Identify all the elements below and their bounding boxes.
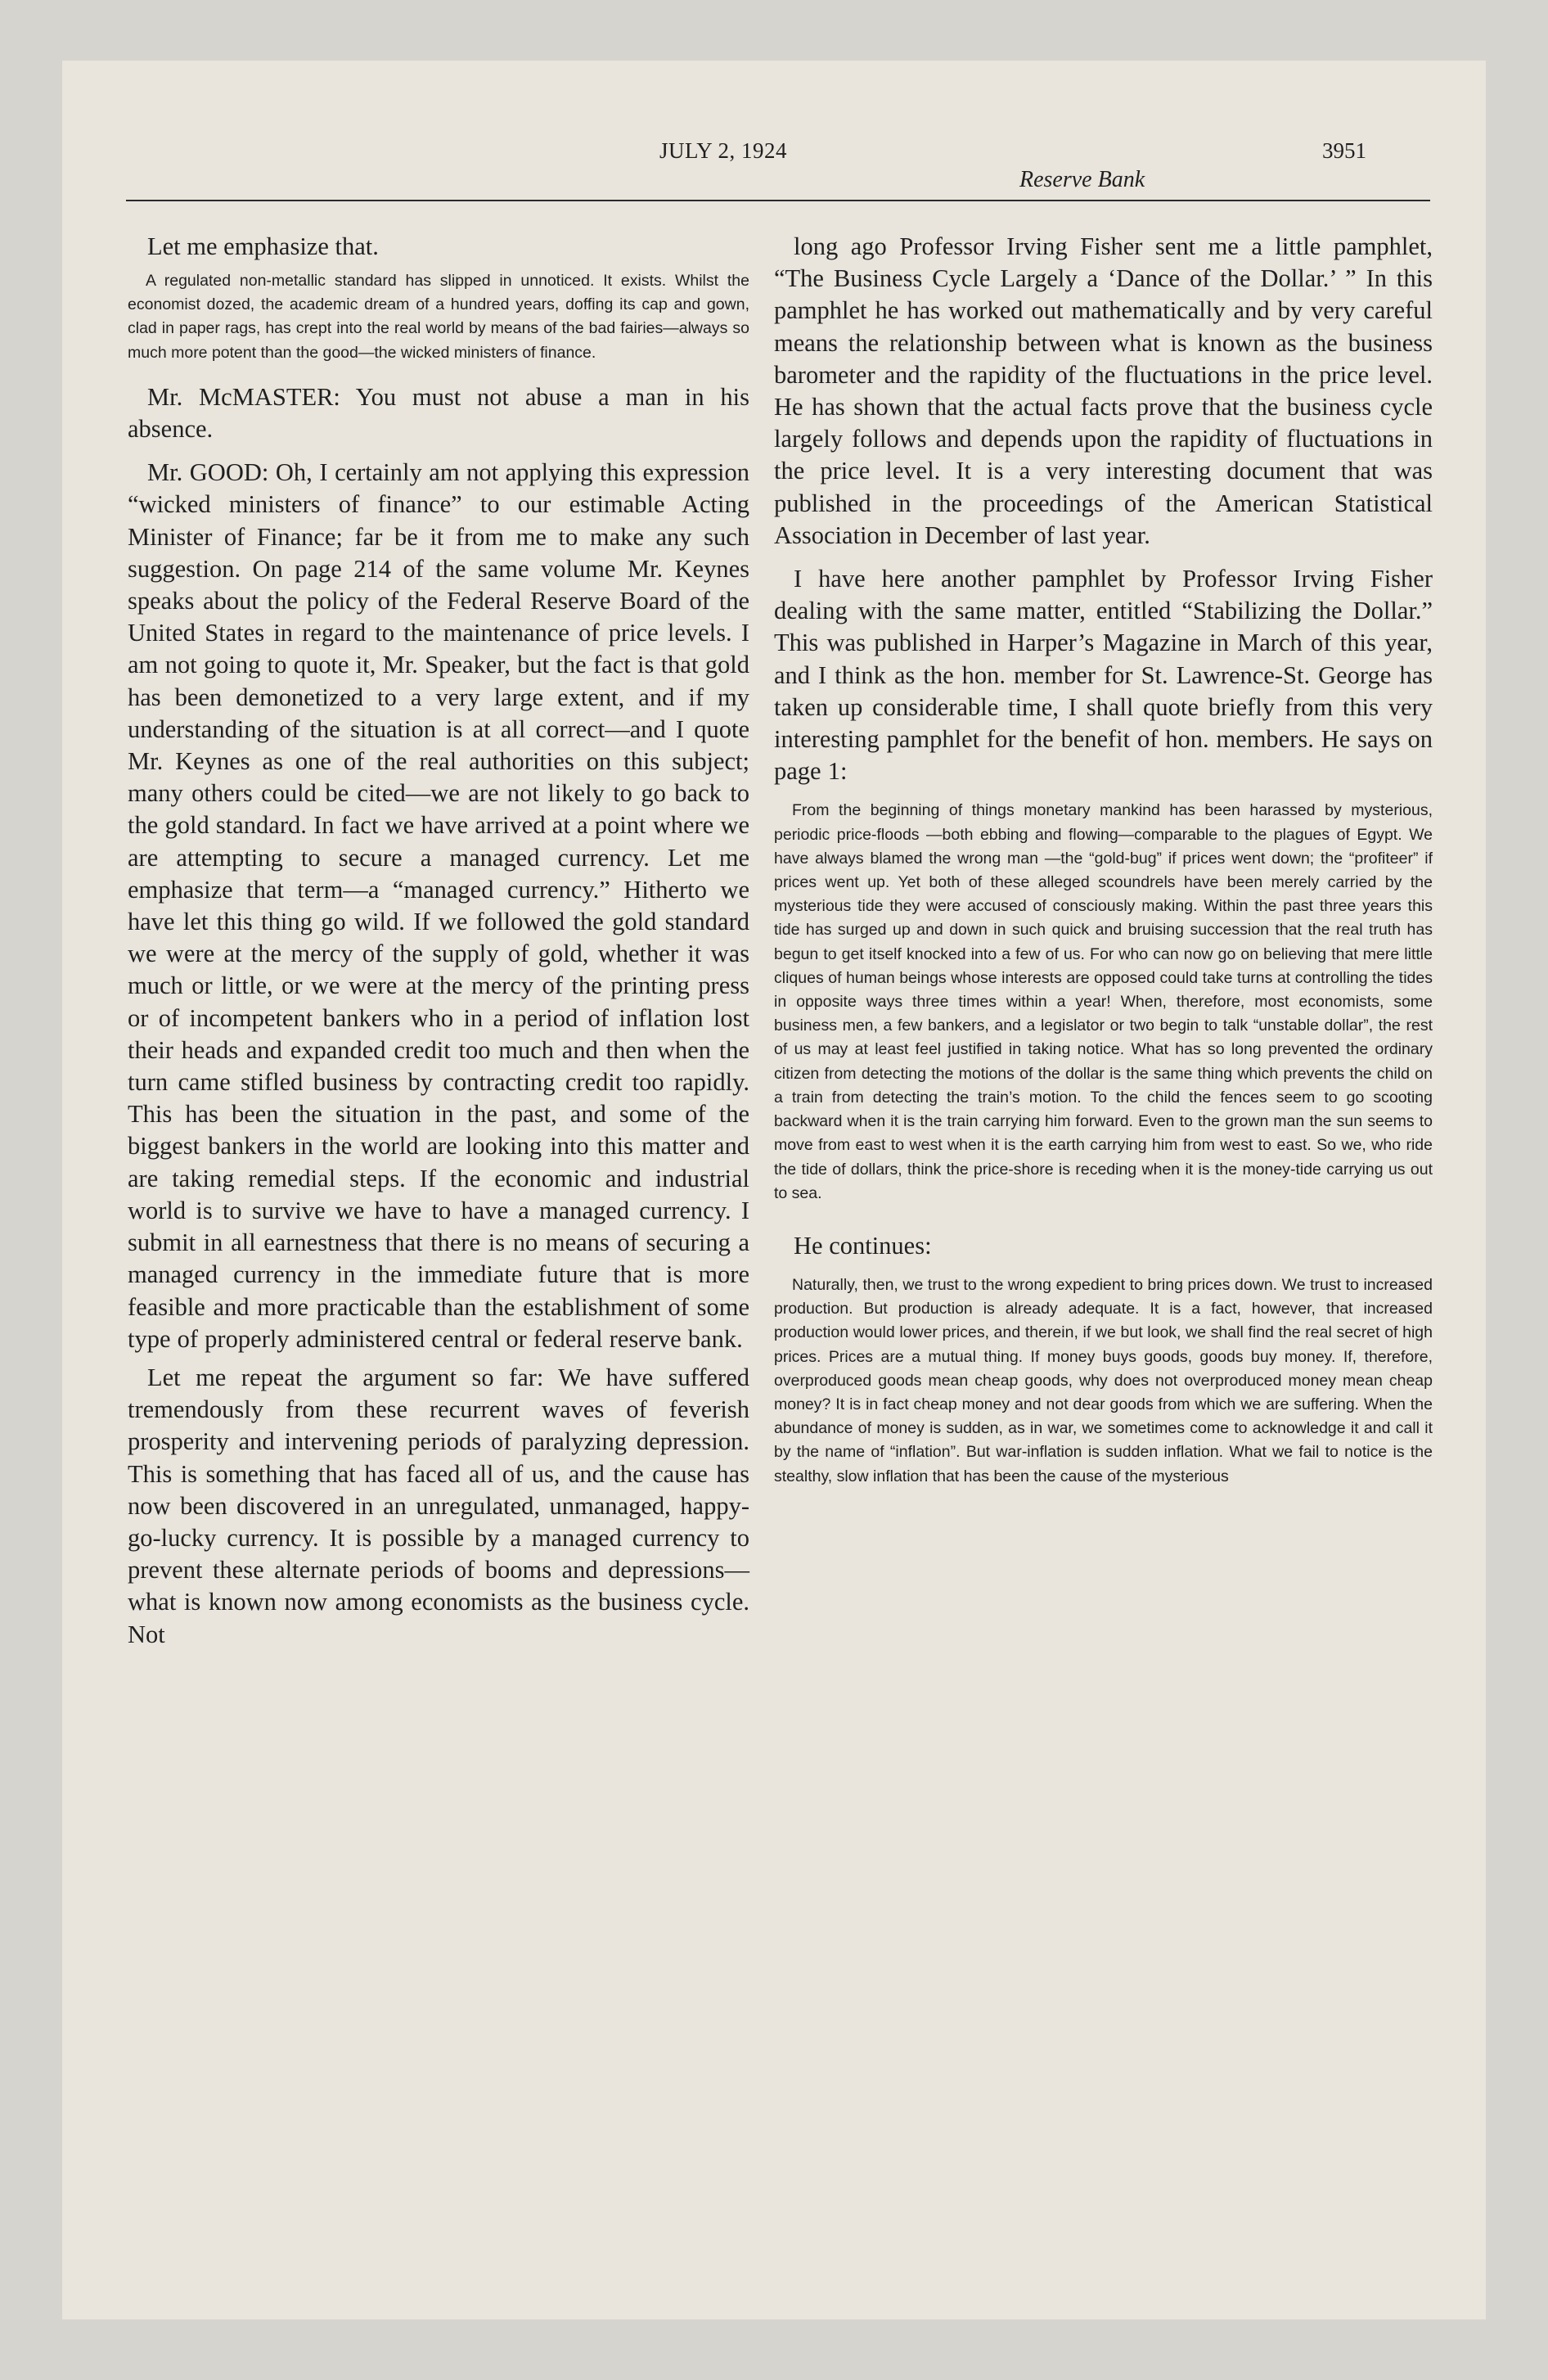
document-page <box>62 61 1486 2319</box>
running-title: Reserve Bank <box>1019 167 1145 192</box>
paragraph: Mr. GOOD: Oh, I certainly am not applying this expression “wicked ministers of finance” to our estimable Acting Minister of Finance; far be it from me to make any such suggestion. On page 214 of the same volume Mr. Keynes speaks about the policy of the Federal Reserve Board of the United States in regard to the maintenance of price levels. I am not going to quote it, Mr. Speaker, but the fact is that gold has been demonetized to a very large extent, and if my understanding of the situation is at all correct—and I quote Mr. Keynes as one of the real authorities on this subject; many others could be cited—we are not likely to go back to the gold standard. In fact we have arrived at a point where we are attempting to secure a managed currency. Let me emphasize that term—a “managed currency.” Hitherto we have let this thing go wild. If we followed the gold standard we were at the mercy of the supply of gold, whether it was much or little, or we were at the mercy of the printing press or of incompetent bankers who in a period of inflation lost their heads and expanded credit too much and then when the turn came stifled business by contracting credit too rapidly. This has been the situation in the past, and some of the biggest bankers in the world are looking into this matter and are taking remedial steps. If the economic and industrial world is to survive we have to have a managed currency. I submit in all earnestness that there is no means of securing a managed currency in the immediate future that is more feasible and more practicable than the establishment of some type of properly administered central or federal reserve bank. <box>128 458 749 1353</box>
paragraph: He continues: <box>794 1231 932 1260</box>
right-column <box>774 231 1433 1489</box>
left-column <box>128 231 749 1651</box>
block-quote: A regulated non-metallic standard has slipped in unnoticed. It exists. Whilst the economist dozed, the academic dream of a hundred years, doffing its cap and gown, clad in paper rags, has crept into the real world by means of the bad fairies—always so much more potent than the good—the wicked ministers of finance. <box>128 272 749 362</box>
block-quote: Naturally, then, we trust to the wrong expedient to bring prices down. We trust to increased production. But production is already adequate. It is a fact, however, that increased production would lower prices, and therein, if we but look, we shall find the real secret of high prices. Prices are a mutual thing. If money buys goods, goods buy money. If, therefore, overproduced goods mean cheap goods, why does not overproduced money mean cheap money? It is in fact cheap money and not dear goods from which we are suffering. When the abundance of money is sudden, as in war, we sometimes come to acknowledge it and call it by the name of “inflation”. But war-inflation is sudden inflation. What we fail to notice is the stealthy, slow inflation that has been the cause of the mysterious <box>774 1275 1433 1485</box>
page-number: 3951 <box>1322 138 1366 163</box>
paragraph: long ago Professor Irving Fisher sent me a little pamphlet, “The Business Cycle Largely a ‘Dance of the Dollar.’ ” In this pamphlet he has worked out mathematically and by very careful means the relationship between what is known as the business barometer and the rapidity of the fluctuations in the price level. He has shown that the actual facts prove that the business cycle largely follows and depends upon the rapidity of fluctuations in the price level. It is a very interesting document that was published in the proceedings of the American Statistical Association in December of last year. <box>774 232 1433 549</box>
header-date: JULY 2, 1924 <box>659 138 788 163</box>
paragraph: Mr. McMASTER: You must not abuse a man in his absence. <box>128 382 749 444</box>
header-rule <box>126 200 1430 201</box>
paragraph: Let me repeat the argument so far: We have suffered tremendously from these recurrent waves of feverish prosperity and intervening periods of paralyzing depression. This is something that has faced all of us, and the cause has now been discovered in an unregulated, unmanaged, happy-go-lucky currency. It is possible by a managed currency to prevent these alternate periods of booms and depressions—what is known now among economists as the business cycle. Not <box>128 1363 749 1648</box>
block-quote: From the beginning of things monetary mankind has been harassed by mysterious, periodic price-floods —both ebbing and flowing—comparable to the plagues of Egypt. We have always blamed the wrong man —the “gold-bug” if prices went down; the “profiteer” if prices went up. Yet both of these alleged scoundrels have been merely carried by the mysterious tide they were accused of consciously making. Within the past three years this tide has surged up and down in such quick and bruising succession that the real truth has begun to get itself knocked into a few of us. For who can now go on believing that mere little cliques of human beings whose interests are opposed could take turns at controlling the tides in opposite ways three times within a year! When, therefore, most economists, some business men, a few bankers, and a legislator or two begin to talk “unstable dollar”, the rest of us may at least feel justified in taking notice. What has so long prevented the ordinary citizen from detecting the motions of the dollar is the same thing which prevents the child on a train from detecting the train’s motion. To the child the fences seem to go scooting backward when it is the train carrying him forward. Even to the grown man the sun seems to move from east to west when it is the earth carrying him from west to east. So we, who ride the tide of dollars, think the price-shore is receding when it is the money-tide carrying us out to sea. <box>774 801 1433 1202</box>
paragraph: Let me emphasize that. <box>147 232 379 260</box>
paragraph: I have here another pamphlet by Professor Irving Fisher dealing with the same matter, entitled “Stabilizing the Dollar.” This was published in Harper’s Magazine in March of this year, and I think as the hon. member for St. Lawrence-St. George has taken up considerable time, I shall quote briefly from this very interesting pamphlet for the benefit of hon. members. He says on page 1: <box>774 565 1433 786</box>
